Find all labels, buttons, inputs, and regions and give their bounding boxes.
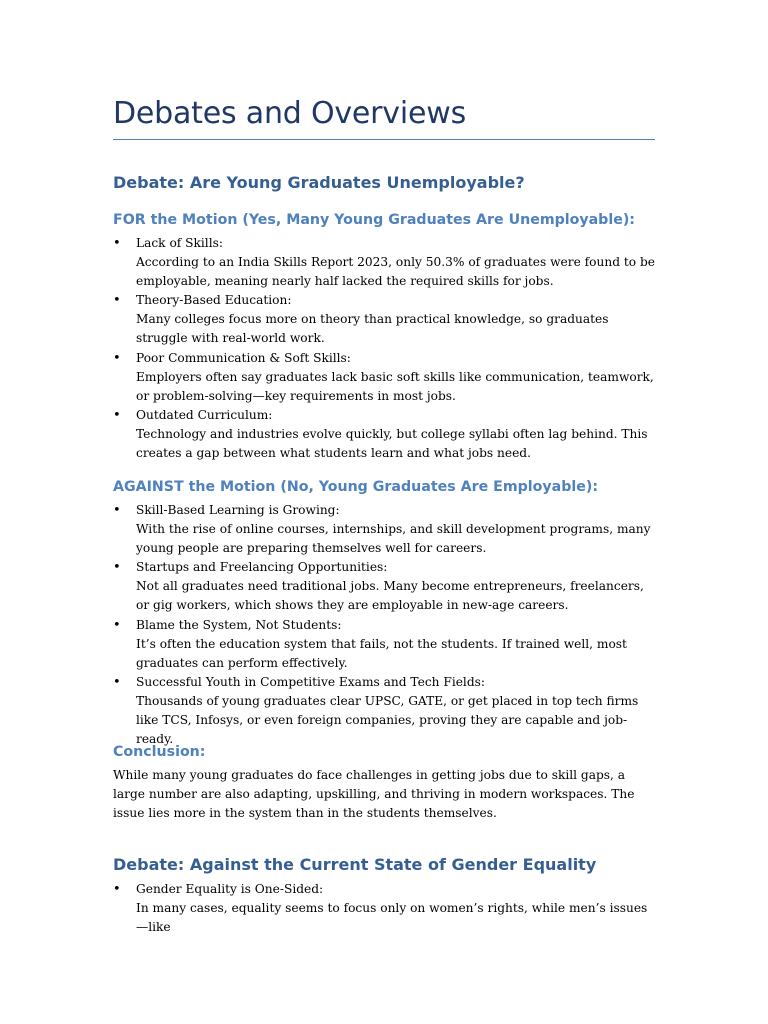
bullet: • bbox=[113, 674, 121, 690]
list-item-title: Poor Communication & Soft Skills: bbox=[136, 350, 351, 365]
list-item-body: In many cases, equality seems to focus only on women’s rights, while men’s issues—like bbox=[136, 901, 648, 935]
list-item bbox=[113, 880, 657, 937]
bullet: • bbox=[113, 882, 121, 897]
list-item bbox=[113, 406, 657, 463]
subsection-heading-against: AGAINST the Motion (No, Young Graduates Are Employable): bbox=[113, 479, 599, 495]
bullet: • bbox=[113, 350, 121, 366]
list-item-body: Employers often say graduates lack basic soft skills like communication, teamwork, or problem-solving—key requirements in most jobs. bbox=[136, 369, 654, 403]
subsection-heading-conclusion: Conclusion: bbox=[113, 744, 206, 760]
title-underline bbox=[113, 139, 655, 140]
against-motion-list bbox=[113, 501, 657, 749]
list-item-body: With the rise of online courses, internships, and skill development programs, many young people are preparing themselves well for careers. bbox=[136, 522, 651, 556]
list-item-title: Gender Equality is One-Sided: bbox=[136, 882, 324, 896]
list-item-title: Successful Youth in Competitive Exams and Tech Fields: bbox=[136, 674, 485, 689]
list-item-title: Skill-Based Learning is Growing: bbox=[136, 503, 340, 517]
for-motion-block bbox=[113, 209, 657, 463]
bullet: • bbox=[113, 236, 121, 251]
gender-equality-list bbox=[113, 880, 657, 937]
section-heading: Debate: Are Young Graduates Unemployable? bbox=[113, 173, 525, 192]
bullet: • bbox=[113, 293, 121, 309]
list-item bbox=[113, 558, 657, 615]
bullet: • bbox=[113, 617, 121, 633]
list-item-title: Blame the System, Not Students: bbox=[136, 617, 342, 632]
page-title: Debates and Overviews bbox=[113, 96, 467, 131]
section-debate-gender-equality bbox=[113, 853, 657, 937]
list-item bbox=[113, 616, 657, 673]
list-item-body: Thousands of young graduates clear UPSC, GATE, or get placed in top tech firms like TCS, Infosys, or even foreign companies, proving they are capable and job-ready. bbox=[136, 693, 639, 747]
bullet: • bbox=[113, 503, 121, 518]
list-item-title: Lack of Skills: bbox=[136, 236, 223, 250]
section-heading: Debate: Against the Current State of Gender Equality bbox=[113, 855, 597, 874]
list-item bbox=[113, 349, 657, 406]
conclusion-paragraph: While many young graduates do face challenges in getting jobs due to skill gaps, a large number are also adapting, upskilling, and thriving in modern workspaces. The issue lies more in the system than in the students themselves. bbox=[113, 768, 635, 821]
list-item-title: Startups and Freelancing Opportunities: bbox=[136, 560, 388, 575]
list-item-title: Outdated Curriculum: bbox=[136, 407, 273, 422]
section-debate-graduates bbox=[113, 171, 657, 195]
list-item-title: Theory-Based Education: bbox=[136, 293, 292, 308]
list-item-body: Not all graduates need traditional jobs. Many become entrepreneurs, freelancers, or gig workers, which shows they are employable in new-age careers. bbox=[136, 579, 644, 613]
for-motion-list bbox=[113, 234, 657, 463]
list-item-body: Many colleges focus more on theory than practical knowledge, so graduates struggle with real-world work. bbox=[136, 312, 609, 346]
list-item bbox=[113, 673, 657, 749]
list-item bbox=[113, 291, 657, 348]
list-item-body: According to an India Skills Report 2023, only 50.3% of graduates were found to be employable, meaning nearly half lacked the required skills for jobs. bbox=[136, 255, 655, 289]
subsection-heading-for: FOR the Motion (Yes, Many Young Graduates Are Unemployable): bbox=[113, 212, 635, 228]
against-motion-block bbox=[113, 476, 657, 749]
list-item-body: Technology and industries evolve quickly, but college syllabi often lag behind. This creates a gap between what students learn and what jobs need. bbox=[136, 426, 648, 461]
bullet: • bbox=[113, 560, 121, 576]
list-item bbox=[113, 234, 657, 291]
bullet: • bbox=[113, 407, 121, 423]
conclusion-block bbox=[113, 741, 657, 823]
list-item bbox=[113, 501, 657, 558]
list-item-body: It’s often the education system that fails, not the students. If trained well, most graduates can perform effectively. bbox=[136, 636, 627, 670]
